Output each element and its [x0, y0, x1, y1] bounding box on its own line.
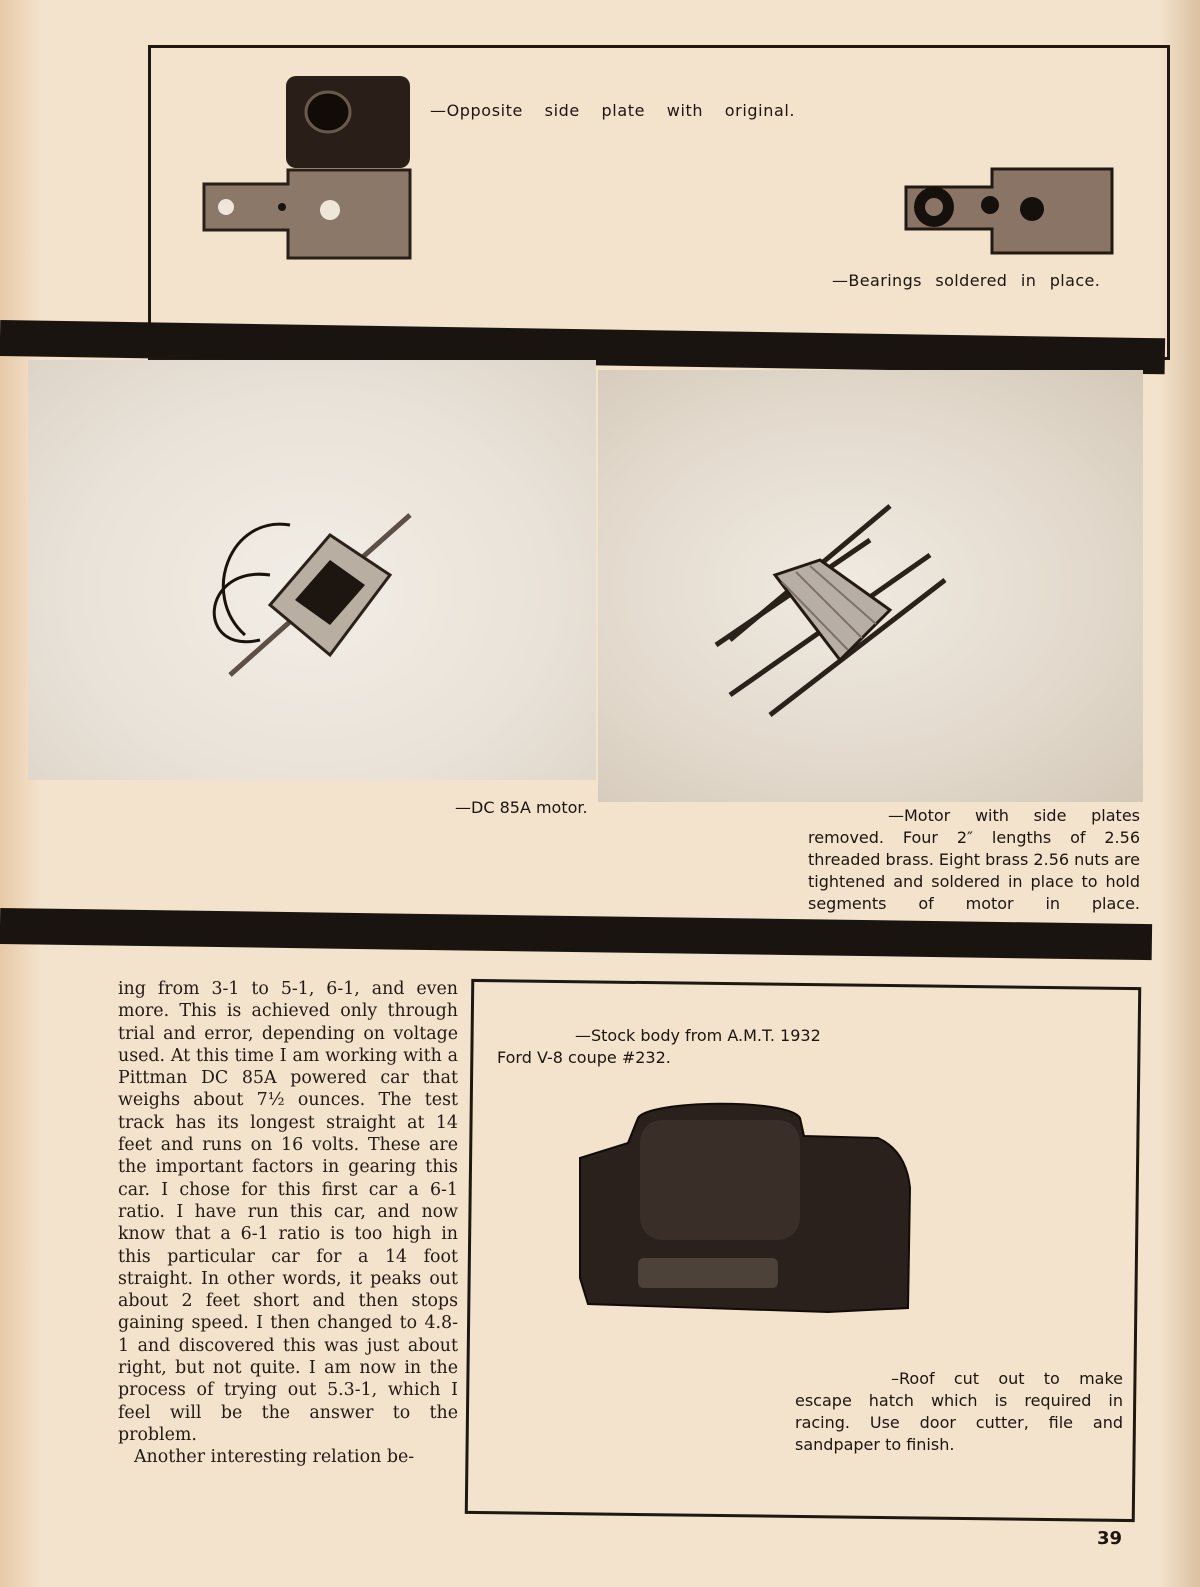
plate-hole [218, 199, 234, 215]
page-number: 39 [1097, 1528, 1123, 1549]
article-paragraph: Another interesting relation be- [134, 1447, 415, 1468]
caption-roof-cut: –Roof cut out to make escape hatch which is required in racing. Use door cutter, file and sandpaper to finish. [795, 1369, 1123, 1454]
caption-stock-body: —Stock body from A.M.T. 1932 Ford V-8 coupe #232. [497, 1026, 821, 1067]
article-body [118, 978, 458, 1469]
side-plate-photo [198, 72, 418, 262]
page-gutter-shadow [0, 0, 40, 1587]
motor-segment [775, 560, 890, 660]
car-hatch-opening [638, 1258, 778, 1288]
article-paragraph: ing from 3-1 to 5-1, 6-1, and even more. This is achieved only through trial and error, depending on voltage used. At this time I am working with a Pittman DC 85A powered car that weighs about 7½ ounces. The test track has its longest straight at 14 feet and runs on 16 volts. These are the important factors in gearing this car. I chose for this first car a 6-1 ratio. I have run this car, and now know that a 6-1 ratio is too high in this particular car for a 14 foot straight. In other words, it peaks out about 2 feet short and then stops gaining speed. I then changed to 4.8-1 and discovered this was just about right, but not quite. I am now in the process of trying out 5.3-1, which I feel will be the answer to the problem. [118, 979, 458, 1445]
plate-hole [320, 200, 340, 220]
motor-illustration [200, 505, 420, 685]
caption-bearings: —Bearings soldered in place. [832, 271, 1101, 290]
side-plate-bearing [306, 92, 350, 132]
caption-side-plate: —Opposite side plate with original. [430, 101, 796, 120]
bearing-right [1020, 197, 1044, 221]
plate-hole [278, 203, 286, 211]
caption-motor: —DC 85A motor. [455, 798, 588, 817]
motor-stripped-illustration [710, 500, 950, 720]
bearing-plate-photo [900, 163, 1120, 263]
divider-bar [0, 908, 1152, 960]
side-plate-bottom [204, 170, 410, 258]
car-body-photo [578, 1098, 913, 1328]
car-roof [640, 1120, 800, 1240]
bearing-mid [981, 196, 999, 214]
caption-motor-plates-removed: —Motor with side plates removed. Four 2″ lengths of 2.56 threaded brass. Eight brass 2.56 nuts are tightened and soldered in place to hold segments of motor in place. [808, 806, 1140, 913]
